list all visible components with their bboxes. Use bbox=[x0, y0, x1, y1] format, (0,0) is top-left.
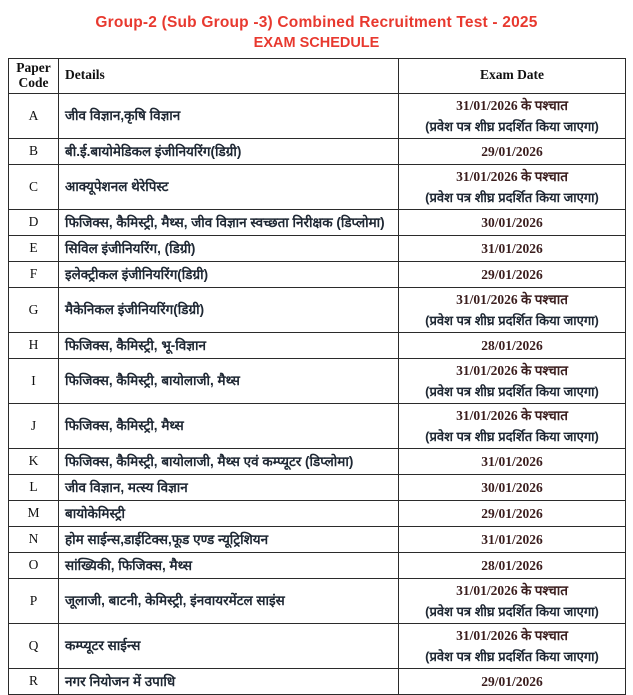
table-row bbox=[9, 526, 626, 552]
details-cell: नगर नियोजन में उपाधि bbox=[59, 668, 399, 694]
exam-date-cell bbox=[399, 578, 626, 623]
exam-date-cell bbox=[399, 526, 626, 552]
exam-date-cell bbox=[399, 623, 626, 668]
exam-date-cell bbox=[399, 552, 626, 578]
table-body bbox=[9, 93, 626, 694]
exam-date-cell bbox=[399, 93, 626, 138]
exam-date-cell bbox=[399, 287, 626, 332]
details-cell: जीव विज्ञान,कृषि विज्ञान bbox=[59, 93, 399, 138]
table-row bbox=[9, 552, 626, 578]
exam-date-value: 31/01/2026 के पश्चात bbox=[456, 627, 568, 643]
details-cell: फिजिक्स, कैमिस्ट्री, मैथ्स, जीव विज्ञान स्वच्छता निरीक्षक (डिप्लोमा) bbox=[59, 209, 399, 235]
exam-date-note: (प्रवेश पत्र शीघ्र प्रदर्शित किया जाएगा) bbox=[425, 312, 599, 328]
exam-date-value: 29/01/2026 bbox=[481, 673, 543, 689]
exam-date-cell bbox=[399, 209, 626, 235]
exam-date-note: (प्रवेश पत्र शीघ्र प्रदर्शित किया जाएगा) bbox=[425, 603, 599, 619]
exam-date-note: (प्रवेश पत्र शीघ्र प्रदर्शित किया जाएगा) bbox=[425, 428, 599, 444]
paper-code-cell: M bbox=[9, 500, 59, 526]
details-cell: आक्यूपेशनल थेरेपिस्ट bbox=[59, 164, 399, 209]
paper-code-cell: B bbox=[9, 138, 59, 164]
exam-date-value: 30/01/2026 bbox=[481, 214, 543, 230]
paper-code-cell: C bbox=[9, 164, 59, 209]
exam-date-value: 29/01/2026 bbox=[481, 505, 543, 521]
exam-date-value: 31/01/2026 के पश्चात bbox=[456, 97, 568, 113]
paper-code-cell: F bbox=[9, 261, 59, 287]
exam-date-note: (प्रवेश पत्र शीघ्र प्रदर्शित किया जाएगा) bbox=[425, 189, 599, 205]
page-title: Group-2 (Sub Group -3) Combined Recruitment Test - 2025 bbox=[95, 14, 538, 31]
paper-code-cell: N bbox=[9, 526, 59, 552]
header-details: Details bbox=[59, 59, 399, 94]
exam-date-cell bbox=[399, 403, 626, 448]
exam-date-value: 31/01/2026 bbox=[481, 240, 543, 256]
paper-code-cell: R bbox=[9, 668, 59, 694]
table-row bbox=[9, 209, 626, 235]
table-row bbox=[9, 287, 626, 332]
exam-date-cell bbox=[399, 235, 626, 261]
exam-date-cell bbox=[399, 668, 626, 694]
header-exam-date: Exam Date bbox=[399, 59, 626, 94]
table-row bbox=[9, 261, 626, 287]
details-cell: फिजिक्स, कैमिस्ट्री, बायोलाजी, मैथ्स bbox=[59, 358, 399, 403]
details-cell: फिजिक्स, कैमिस्ट्री, भू-विज्ञान bbox=[59, 332, 399, 358]
exam-date-value: 28/01/2026 bbox=[481, 557, 543, 573]
exam-date-note: (प्रवेश पत्र शीघ्र प्रदर्शित किया जाएगा) bbox=[425, 383, 599, 399]
exam-date-value: 30/01/2026 bbox=[481, 479, 543, 495]
paper-code-cell: J bbox=[9, 403, 59, 448]
exam-date-value: 31/01/2026 bbox=[481, 531, 543, 547]
table-row bbox=[9, 448, 626, 474]
details-cell: फिजिक्स, कैमिस्ट्री, मैथ्स bbox=[59, 403, 399, 448]
paper-code-cell: O bbox=[9, 552, 59, 578]
exam-date-value: 28/01/2026 bbox=[481, 337, 543, 353]
exam-date-value: 31/01/2026 के पश्चात bbox=[456, 582, 568, 598]
details-cell: इलेक्ट्रीकल इंजीनियरिंग(डिग्री) bbox=[59, 261, 399, 287]
table-row bbox=[9, 164, 626, 209]
table-row bbox=[9, 474, 626, 500]
paper-code-cell: G bbox=[9, 287, 59, 332]
details-cell: मैकेनिकल इंजीनियरिंग(डिग्री) bbox=[59, 287, 399, 332]
table-row bbox=[9, 93, 626, 138]
table-row bbox=[9, 500, 626, 526]
details-cell: बायोकेमिस्ट्री bbox=[59, 500, 399, 526]
exam-date-cell bbox=[399, 448, 626, 474]
paper-code-cell: Q bbox=[9, 623, 59, 668]
exam-date-cell bbox=[399, 358, 626, 403]
details-cell: जीव विज्ञान, मत्स्य विज्ञान bbox=[59, 474, 399, 500]
exam-date-value: 29/01/2026 bbox=[481, 266, 543, 282]
page-subtitle: EXAM SCHEDULE bbox=[253, 35, 380, 51]
details-cell: फिजिक्स, कैमिस्ट्री, बायोलाजी, मैथ्स एवं कम्प्यूटर (डिप्लोमा) bbox=[59, 448, 399, 474]
exam-date-value: 31/01/2026 bbox=[481, 453, 543, 469]
table-row bbox=[9, 138, 626, 164]
exam-date-value: 31/01/2026 के पश्चात bbox=[456, 291, 568, 307]
exam-date-cell bbox=[399, 332, 626, 358]
table-row bbox=[9, 358, 626, 403]
paper-code-cell: I bbox=[9, 358, 59, 403]
exam-date-cell bbox=[399, 500, 626, 526]
exam-date-value: 31/01/2026 के पश्चात bbox=[456, 362, 568, 378]
table-row bbox=[9, 332, 626, 358]
table-header-row bbox=[9, 59, 626, 94]
exam-date-cell bbox=[399, 474, 626, 500]
details-cell: कम्प्यूटर साईन्स bbox=[59, 623, 399, 668]
exam-date-value: 31/01/2026 के पश्चात bbox=[456, 407, 568, 423]
exam-date-value: 31/01/2026 के पश्चात bbox=[456, 168, 568, 184]
table-row bbox=[9, 668, 626, 694]
exam-date-cell bbox=[399, 138, 626, 164]
exam-date-cell bbox=[399, 261, 626, 287]
paper-code-cell: P bbox=[9, 578, 59, 623]
table-row bbox=[9, 235, 626, 261]
table-row bbox=[9, 623, 626, 668]
exam-schedule-table bbox=[8, 58, 626, 695]
details-cell: सिविल इंजीनियरिंग, (डिग्री) bbox=[59, 235, 399, 261]
table-row bbox=[9, 403, 626, 448]
paper-code-cell: H bbox=[9, 332, 59, 358]
exam-date-note: (प्रवेश पत्र शीघ्र प्रदर्शित किया जाएगा) bbox=[425, 118, 599, 134]
paper-code-cell: L bbox=[9, 474, 59, 500]
paper-code-cell: E bbox=[9, 235, 59, 261]
table-row bbox=[9, 578, 626, 623]
details-cell: सांख्यिकी, फिजिक्स, मैथ्स bbox=[59, 552, 399, 578]
exam-date-value: 29/01/2026 bbox=[481, 143, 543, 159]
paper-code-cell: K bbox=[9, 448, 59, 474]
paper-code-cell: A bbox=[9, 93, 59, 138]
details-cell: होम साईन्स,डाईटिक्स,फूड एण्ड न्यूट्रिशियन bbox=[59, 526, 399, 552]
exam-date-cell bbox=[399, 164, 626, 209]
exam-date-note: (प्रवेश पत्र शीघ्र प्रदर्शित किया जाएगा) bbox=[425, 648, 599, 664]
header-paper-code: Paper Code bbox=[9, 59, 59, 94]
details-cell: बी.ई.बायोमेडिकल इंजीनियरिंग(डिग्री) bbox=[59, 138, 399, 164]
details-cell: जूलाजी, बाटनी, केमिस्ट्री, इंनवायरमेंटल साइंस bbox=[59, 578, 399, 623]
paper-code-cell: D bbox=[9, 209, 59, 235]
